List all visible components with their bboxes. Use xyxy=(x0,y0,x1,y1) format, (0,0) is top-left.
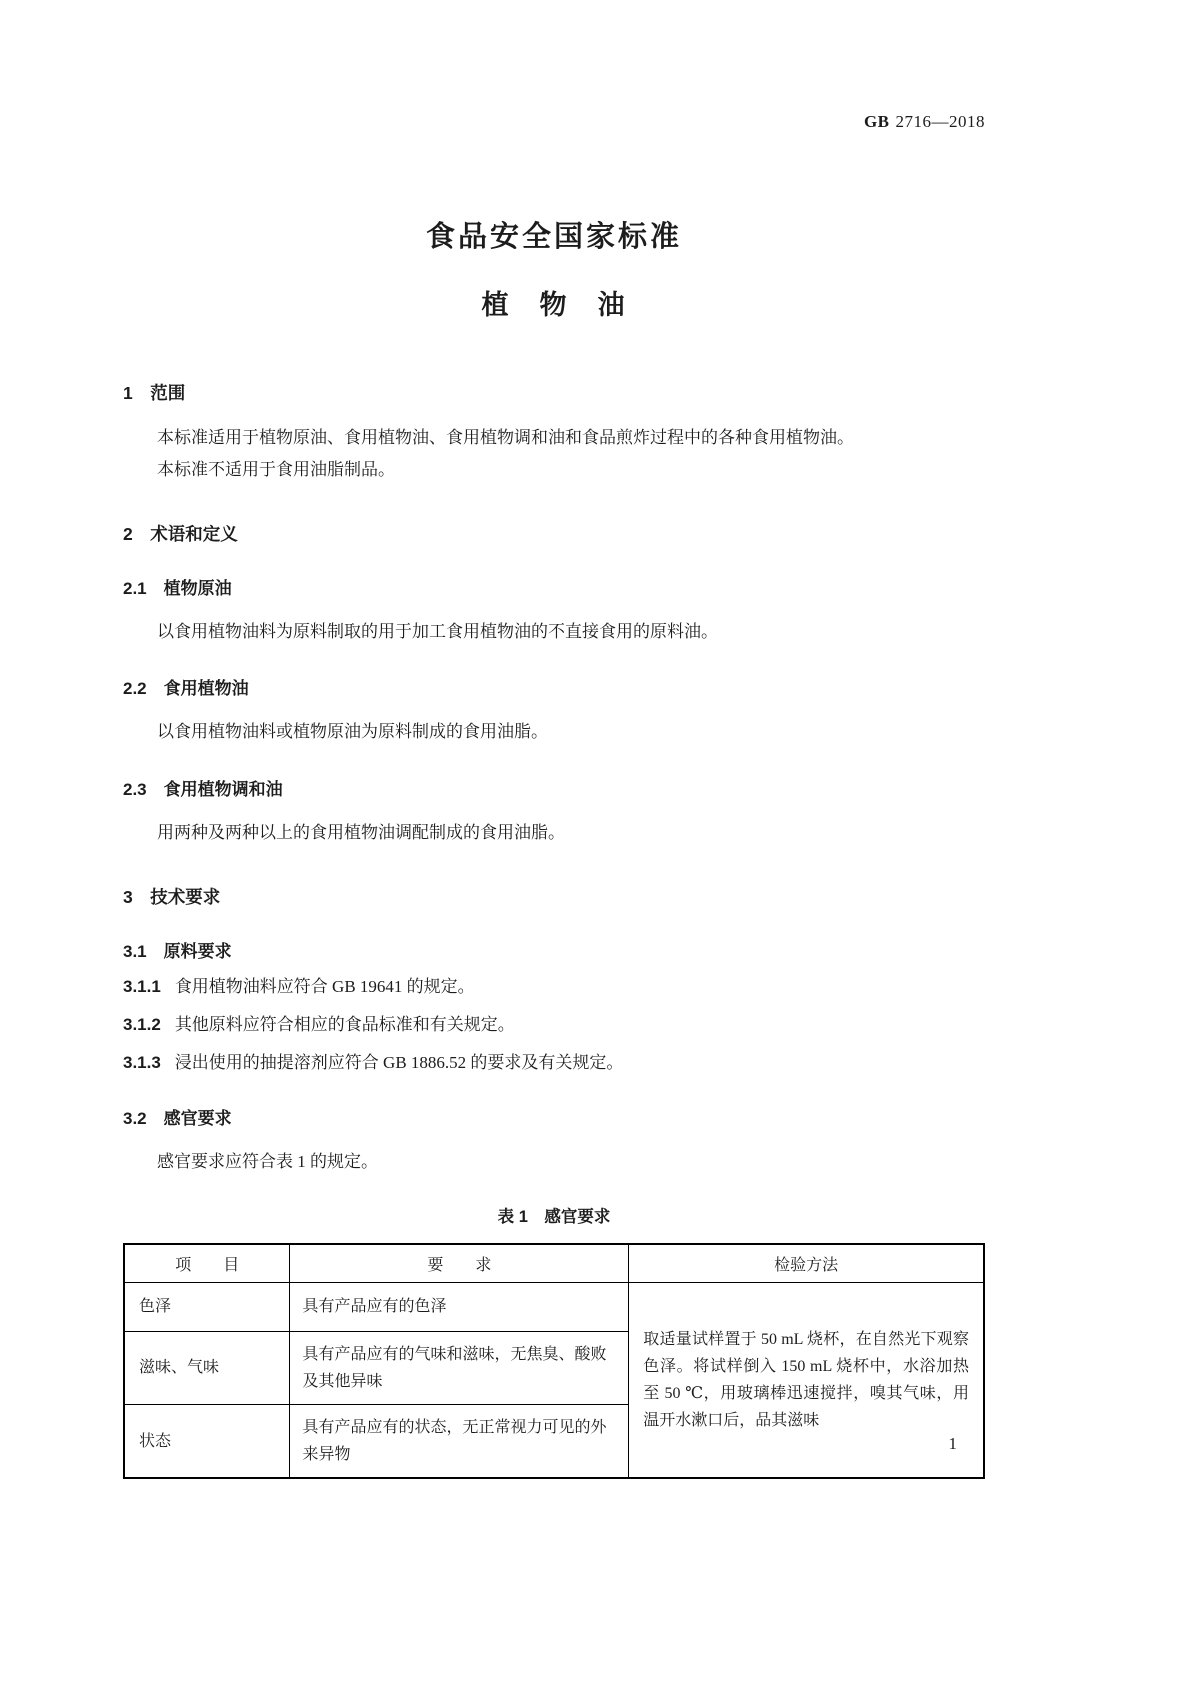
table1-row1-requirement: 具有产品应有的色泽 xyxy=(290,1282,629,1331)
standard-title: 食品安全国家标准 xyxy=(425,221,682,253)
section-2-3-heading: 2.3 食用植物调和油 xyxy=(123,780,283,799)
table1-row1-item: 色泽 xyxy=(124,1282,290,1331)
clause-3-1-1 xyxy=(123,973,985,1000)
table-row xyxy=(124,1282,984,1331)
clause-3-1-3-text: 浸出使用的抽提溶剂应符合 GB 1886.52 的要求及有关规定。 xyxy=(174,1053,624,1073)
clause-3-1-1-number: 3.1.1 xyxy=(123,976,161,996)
section-2-1-paragraph: 以食用植物油料为原料制取的用于加工食用植物油的不直接食用的原料油。 xyxy=(157,621,718,641)
table1-sensory-requirements xyxy=(123,1243,985,1479)
table1-header-item: 项 目 xyxy=(124,1244,290,1282)
section-1-paragraph-2: 本标准不适用于食用油脂制品。 xyxy=(157,459,395,479)
clause-3-1-2 xyxy=(123,1011,985,1038)
page-number: 1 xyxy=(948,1434,957,1453)
table1-method-cell: 取适量试样置于 50 mL 烧杯，在自然光下观察色泽。将试样倒入 150 mL 烧杯中，水浴加热至 50 ℃，用玻璃棒迅速搅拌，嗅其气味，用温开水漱口后，品其滋味 xyxy=(629,1282,984,1478)
section-2-3-paragraph: 用两种及两种以上的食用植物油调配制成的食用油脂。 xyxy=(157,823,565,842)
section-2-2-paragraph: 以食用植物油料或植物原油为原料制成的食用油脂。 xyxy=(157,722,548,742)
section-2-2-heading: 2.2 食用植物油 xyxy=(123,679,249,699)
section-3-1-heading: 3.1 原料要求 xyxy=(123,941,232,961)
section-1-heading: 1 范围 xyxy=(123,383,186,403)
clause-3-1-2-text: 其他原料应符合相应的食品标准和有关规定。 xyxy=(174,1014,515,1034)
table1-caption: 表 1 感官要求 xyxy=(497,1208,611,1227)
section-3-heading: 3 技术要求 xyxy=(123,886,221,907)
section-2-heading: 2 术语和定义 xyxy=(123,523,238,544)
table1-row2-requirement: 具有产品应有的气味和滋味，无焦臭、酸败及其他异味 xyxy=(290,1331,629,1404)
doc-number-code: 2716—2018 xyxy=(895,112,985,131)
doc-number xyxy=(123,112,985,132)
table1-header-row xyxy=(124,1244,984,1282)
section-1-paragraph-1: 本标准适用于植物原油、食用植物油、食用植物调和油和食品煎炸过程中的各种食用植物油。 xyxy=(157,428,854,447)
section-3-2-heading: 3.2 感官要求 xyxy=(123,1109,232,1129)
clause-3-1-3-number: 3.1.3 xyxy=(123,1053,161,1073)
clause-3-1-3 xyxy=(123,1049,985,1076)
section-3-2-paragraph: 感官要求应符合表 1 的规定。 xyxy=(157,1152,378,1172)
clause-3-1-1-text: 食用植物油料应符合 GB 19641 的规定。 xyxy=(174,976,475,996)
table1-row2-item: 滋味、气味 xyxy=(124,1331,290,1404)
table1-header-method: 检验方法 xyxy=(629,1244,984,1282)
clause-3-1-2-number: 3.1.2 xyxy=(123,1014,161,1034)
section-2-1-heading: 2.1 植物原油 xyxy=(123,578,232,598)
standard-subtitle: 植 物 油 xyxy=(481,290,627,320)
doc-number-prefix: GB xyxy=(863,112,890,131)
table1-row3-requirement: 具有产品应有的状态，无正常视力可见的外来异物 xyxy=(290,1404,629,1478)
table1-row3-item: 状态 xyxy=(124,1404,290,1478)
table1-header-requirement: 要 求 xyxy=(290,1244,629,1282)
